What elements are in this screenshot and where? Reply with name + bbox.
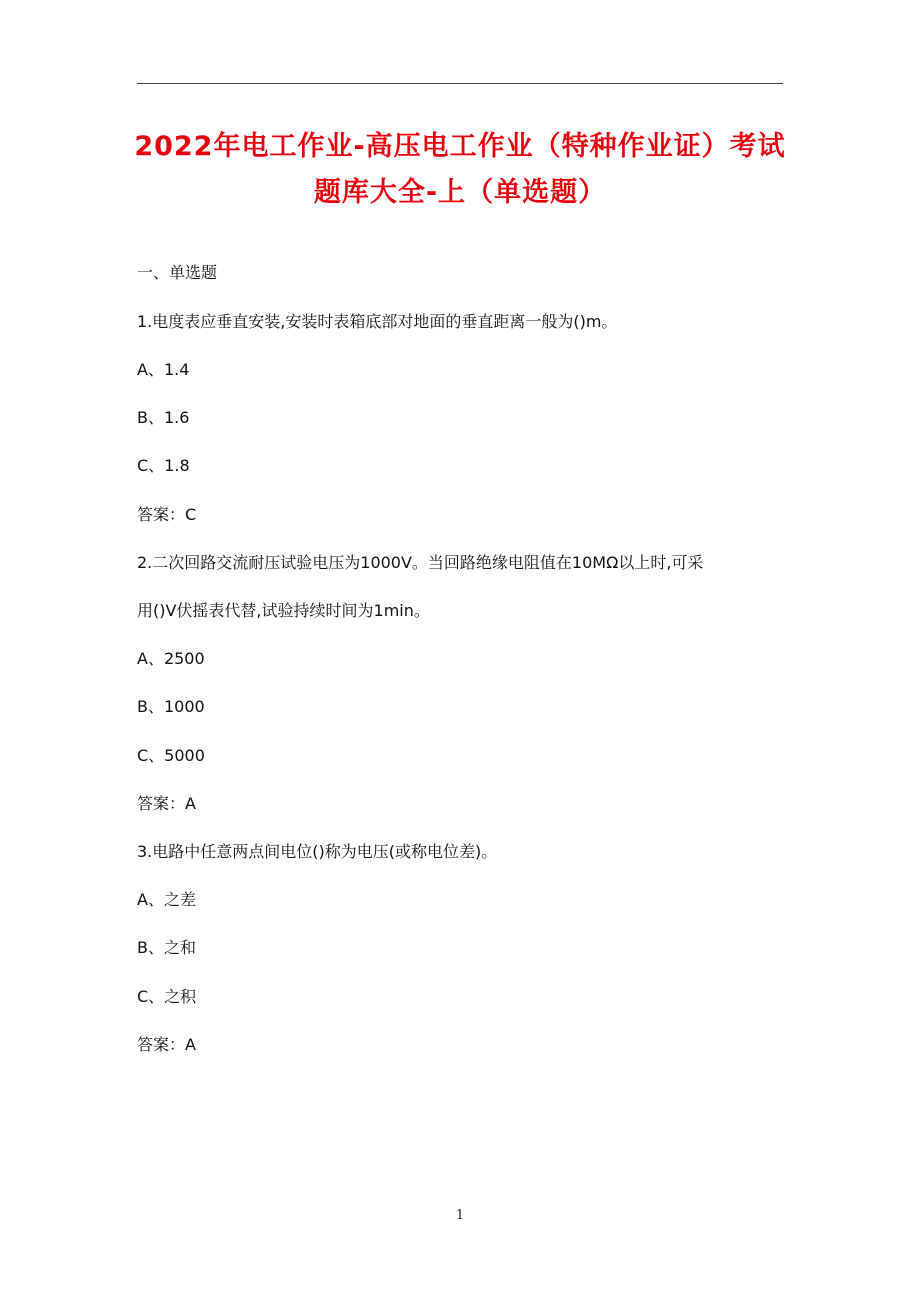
section-heading: 一、单选题 [137,263,218,282]
question-1-answer: 答案：C [137,505,197,524]
question-2-option-b: B、1000 [137,697,205,716]
question-1-option-c: C、1.8 [137,456,190,475]
document-title-line2: 题库大全-上（单选题） [313,177,607,208]
question-2-option-a: A、2500 [137,649,205,668]
page-number: 1 [455,1208,465,1223]
question-2-option-c: C、5000 [137,746,205,765]
question-2-answer: 答案：A [137,794,196,813]
question-1-stem: 1.电度表应垂直安装,安装时表箱底部对地面的垂直距离一般为()m。 [137,312,618,331]
question-3-answer: 答案：A [137,1035,196,1054]
question-3-option-a: A、之差 [137,890,196,909]
question-3-option-c: C、之积 [137,987,197,1006]
question-1-option-b: B、1.6 [137,408,190,427]
document-title-line1: 2022年电工作业-高压电工作业（特种作业证）考试 [134,131,786,162]
question-3-option-b: B、之和 [137,938,196,957]
question-2-stem-line2: 用()V伏摇表代替,试验持续时间为1min。 [137,601,430,620]
question-3-stem: 3.电路中任意两点间电位()称为电压(或称电位差)。 [137,842,498,861]
question-1-option-a: A、1.4 [137,360,190,379]
header-rule [137,83,783,84]
question-2-stem-line1: 2.二次回路交流耐压试验电压为1000V。当回路绝缘电阻值在10MΩ以上时,可采 [137,553,704,572]
